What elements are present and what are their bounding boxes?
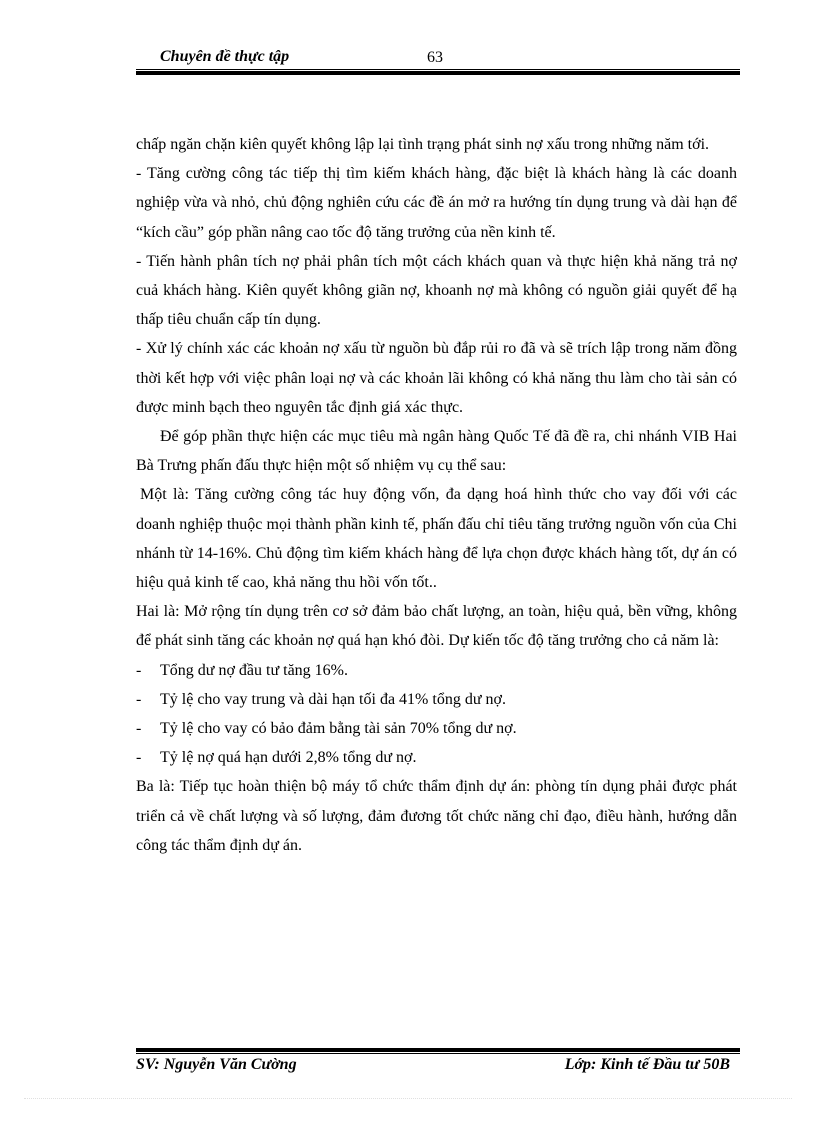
bullet-marker: - bbox=[136, 661, 142, 679]
header-rule-thin bbox=[136, 69, 740, 70]
paragraph: Một là: Tăng cường công tác huy động vốn, đa dạng hoá hình thức cho vay đối với các doanh nghiệp thuộc mọi thành phần kinh tế, phấn đấu chỉ tiêu tăng trưởng nguồn vốn của Chi nhánh từ 14-16%. Chủ động tìm kiếm khách hàng để lựa chọn được khách hàng tốt, dự án có hiệu quả kinh tế cao, khả năng thu hồi vốn tốt.. bbox=[136, 486, 737, 592]
footer-student: SV: Nguyễn Văn Cường bbox=[136, 1056, 297, 1073]
body-text bbox=[136, 130, 737, 860]
header-title: Chuyên đề thực tập bbox=[160, 48, 290, 65]
header-rule-thick bbox=[136, 71, 740, 75]
bullet-marker: - bbox=[136, 720, 142, 738]
bullet-item bbox=[136, 714, 737, 743]
page-edge bbox=[24, 1098, 792, 1099]
bullet-text: Tỷ lệ nợ quá hạn dưới 2,8% tổng dư nợ. bbox=[160, 749, 417, 767]
bullet-text: Tỷ lệ cho vay trung và dài hạn tối đa 41% tổng dư nợ. bbox=[160, 690, 506, 708]
page-number: 63 bbox=[427, 49, 443, 66]
paragraph: Để góp phần thực hiện các mục tiêu mà ngân hàng Quốc Tế đã đề ra, chi nhánh VIB Hai Bà Trưng phấn đấu thực hiện một số nhiệm vụ cụ thể sau: bbox=[136, 428, 737, 475]
footer-rule-thick bbox=[136, 1048, 740, 1052]
paragraph: Ba là: Tiếp tục hoàn thiện bộ máy tổ chức thẩm định dự án: phòng tín dụng phải được phát triển cả về chất lượng và số lượng, đảm đương tốt chức năng chỉ đạo, điều hành, hướng dẫn công tác thẩm định dự án. bbox=[136, 778, 737, 854]
bullet-item bbox=[136, 743, 737, 772]
bullet-marker: - bbox=[136, 749, 142, 767]
paragraph: - Tiến hành phân tích nợ phải phân tích một cách khách quan và thực hiện khả năng trả nợ cuả khách hàng. Kiên quyết không giãn nợ, khoanh nợ mà không có nguồn giải quyết để hạ thấp tiêu chuẩn cấp tín dụng. bbox=[136, 252, 737, 329]
paragraph: chấp ngăn chặn kiên quyết không lập lại tình trạng phát sinh nợ xấu trong những năm tới. bbox=[136, 136, 710, 153]
paragraph: Hai là: Mở rộng tín dụng trên cơ sở đảm bảo chất lượng, an toàn, hiệu quả, bền vững, không để phát sinh tăng các khoản nợ quá hạn khó đòi. Dự kiến tốc độ tăng trưởng cho cả năm là: bbox=[136, 603, 737, 650]
bullet-marker: - bbox=[136, 690, 142, 708]
paragraph: - Xử lý chính xác các khoản nợ xấu từ nguồn bù đắp rủi ro đã và sẽ trích lập trong năm đồng thời kết hợp với việc phân loại nợ và các khoản lãi không có khả năng thu làm cho tài sản có được minh bạch theo nguyên tắc định giá xác thực. bbox=[136, 340, 737, 416]
bullet-item bbox=[136, 685, 737, 714]
bullet-text: Tỷ lệ cho vay có bảo đảm bằng tài sản 70% tổng dư nợ. bbox=[160, 720, 517, 738]
bullet-item bbox=[136, 656, 737, 685]
paragraph: - Tăng cường công tác tiếp thị tìm kiếm khách hàng, đặc biệt là khách hàng là các doanh nghiệp vừa và nhỏ, chủ động nghiên cứu các đề án mở ra hướng tín dụng trung và dài hạn để “kích cầu” góp phần nâng cao tốc độ tăng trưởng của nền kinh tế. bbox=[136, 165, 737, 241]
footer-rule-thin bbox=[136, 1053, 740, 1054]
footer-class: Lớp: Kinh tế Đầu tư 50B bbox=[564, 1056, 730, 1073]
bullet-text: Tổng dư nợ đầu tư tăng 16%. bbox=[160, 661, 348, 679]
